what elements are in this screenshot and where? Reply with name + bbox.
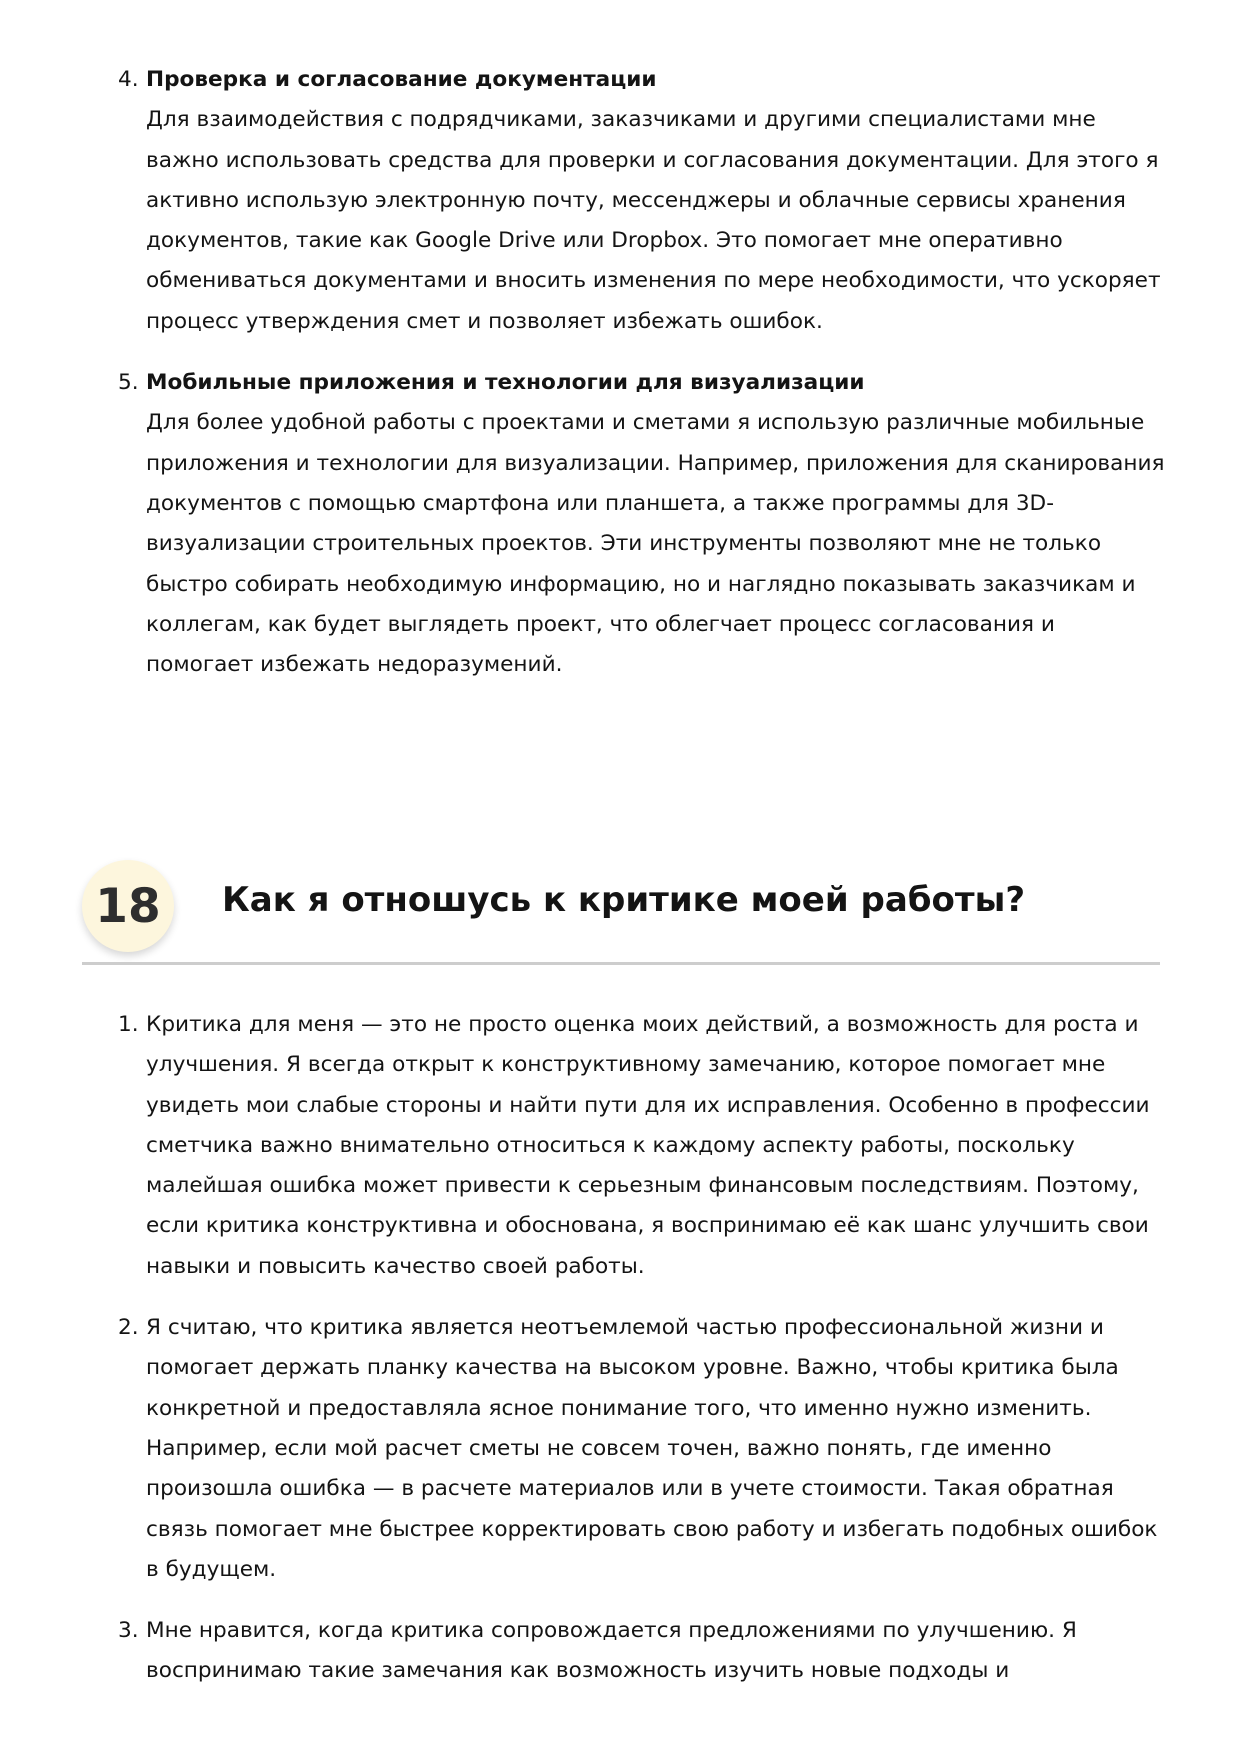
list-item-text: Для взаимодействия с подрядчиками, заказчиками и другими специалистами мне важно использовать средства для проверки и согласования документации. Для этого я активно использую электронную почту, мессенджеры и облачные сервисы хранения документов, такие как Google Drive или Dropbox. Это помогает мне оперативно обмениваться документами и вносить изменения по мере необходимости, что ускоряет процесс утверждения смет и позволяет избежать ошибок. xyxy=(146,107,1161,334)
list-item-text: Критика для меня — это не просто оценка моих действий, а возможность для роста и улучшения. Я всегда открыт к конструктивному замечанию, которое помогает мне увидеть мои слабые стороны и найти пути для их исправления. Особенно в профессии сметчика важно внимательно относиться к каждому аспекту работы, поскольку малейшая ошибка может привести к серьезным финансовым последствиям. Поэтому, если критика конструктивна и обоснована, я воспринимаю её как шанс улучшить свои навыки и повысить качество своей работы. xyxy=(146,1012,1150,1279)
list-item-4 xyxy=(0,60,1239,342)
section-divider xyxy=(82,962,1160,965)
list-item-text: Я считаю, что критика является неотъемлемой частью профессиональной жизни и помогает держать планку качества на высоком уровне. Важно, чтобы критика была конкретной и предоставляла ясное понимание того, что именно нужно изменить. Например, если мой расчет сметы не совсем точен, важно понять, где именно произошла ошибка — в расчете материалов или в учете стоимости. Такая обратная связь помогает мне быстрее корректировать свою работу и избегать подобных ошибок в будущем. xyxy=(146,1315,1158,1582)
list-item-1 xyxy=(0,1005,1239,1287)
section-header xyxy=(82,860,1160,964)
list-item-text: Для более удобной работы с проектами и сметами я использую различные мобильные приложения и технологии для визуализации. Например, приложения для сканирования документов с помощью смартфона или планшета, а также программы для 3D-визуализации строительных проектов. Эти инструменты позволяют мне не только быстро собирать необходимую информацию, но и наглядно показывать заказчикам и коллегам, как будет выглядеть проект, что облегчает процесс согласования и помогает избежать недоразумений. xyxy=(146,410,1165,678)
numbered-list-section xyxy=(0,1005,1239,1692)
list-item-3 xyxy=(0,1611,1239,1692)
section-title: Как я отношусь к критике моей работы? xyxy=(222,880,1026,920)
list-item-number: 4. xyxy=(118,67,139,92)
list-item-title: Проверка и согласование документации xyxy=(146,67,657,92)
list-item-title: Мобильные приложения и технологии для визуализации xyxy=(146,370,865,396)
list-item-2 xyxy=(0,1308,1239,1590)
section-number-badge: 18 xyxy=(82,860,174,952)
list-item-5 xyxy=(0,363,1239,685)
list-item-number: 2. xyxy=(118,1315,139,1341)
numbered-list-top xyxy=(0,60,1239,685)
list-item-text: Мне нравится, когда критика сопровождается предложениями по улучшению. Я воспринимаю такие замечания как возможность изучить новые подходы и xyxy=(146,1618,1077,1684)
list-item-number: 1. xyxy=(118,1012,139,1037)
list-item-number: 3. xyxy=(118,1618,139,1644)
list-item-number: 5. xyxy=(118,370,139,396)
